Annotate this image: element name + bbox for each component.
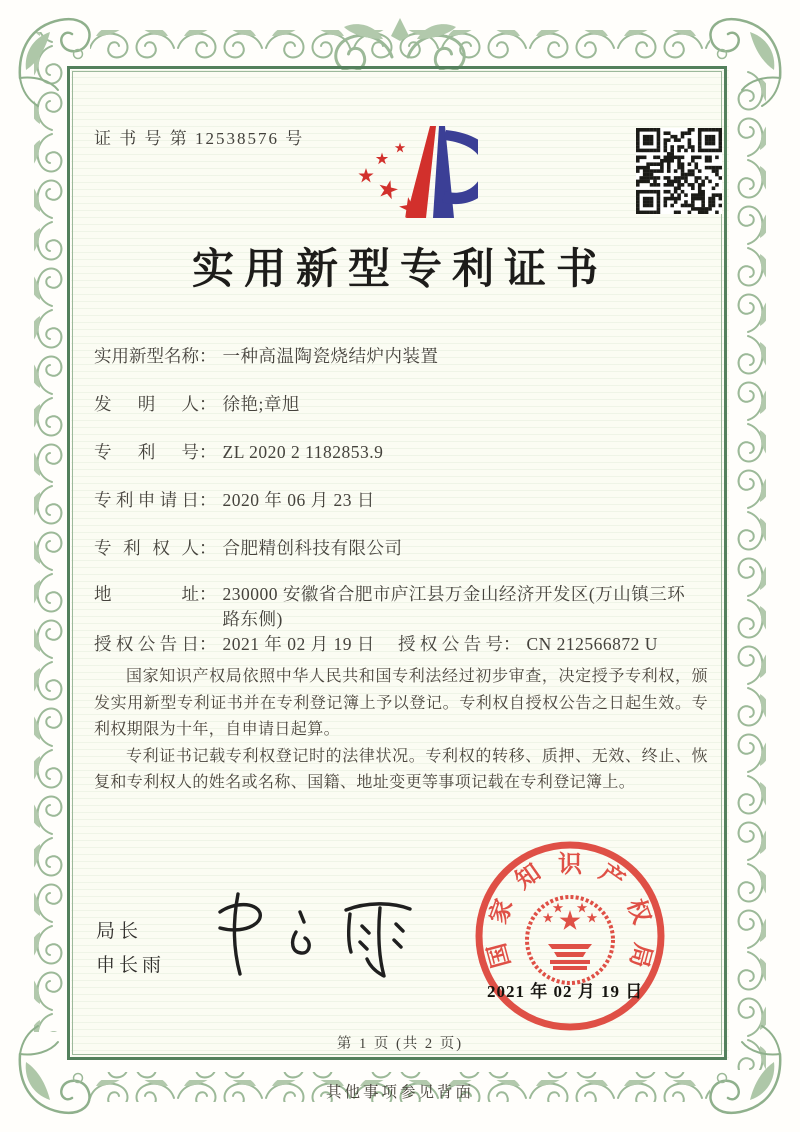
svg-text:国: 国 (484, 940, 516, 971)
legal-paragraph-2: 专利证书记载专利权登记时的法律状况。专利权的转移、质押、无效、终止、恢复和专利权人的姓名或名称、国籍、地址变更等事项记载在专利登记簿上。 (94, 747, 708, 791)
field-label: 地址 (94, 584, 199, 604)
director-signature (200, 878, 440, 988)
field-value: 2020 年 06 月 23 日 (222, 490, 375, 510)
qr-code (636, 128, 722, 214)
field-label: 实用新型名称 (94, 346, 199, 366)
field-row-inventor: 发明人： 徐艳;章旭 (94, 392, 300, 417)
field-label: 专利申请日 (94, 490, 199, 510)
certificate-number: 证 书 号 第 12538576 号 (94, 129, 305, 148)
field-label: 专利权人 (94, 538, 199, 558)
field-row-grant: 授权公告日： 2021 年 02 月 19 日 授权公告号： CN 212566872 U (94, 632, 375, 657)
field-row-filing-date: 专利申请日： 2020 年 06 月 23 日 (94, 488, 375, 513)
field-value: 230000 安徽省合肥市庐江县万金山经济开发区(万山镇三环路东侧) (222, 584, 686, 629)
svg-text:产: 产 (594, 859, 629, 895)
field-value: 徐艳;章旭 (222, 394, 300, 414)
svg-text:权: 权 (621, 895, 655, 928)
field-value: 2021 年 02 月 19 日 (222, 634, 375, 654)
field-row-patentee: 专利权人： 合肥精创科技有限公司 (94, 536, 403, 561)
field-row-name: 实用新型名称： 一种高温陶瓷烧结炉内装置 (94, 344, 439, 369)
seal-date: 2021 年 02 月 19 日 (487, 982, 644, 1001)
field-value: ZL 2020 2 1182853.9 (222, 442, 384, 462)
cnipa-seal (470, 836, 670, 1036)
field-value: 一种高温陶瓷烧结炉内装置 (222, 346, 439, 366)
svg-text:知: 知 (511, 859, 546, 895)
legal-text (94, 664, 708, 797)
page-number: 第 1 页 (共 2 页) (336, 1036, 464, 1052)
director-title: 局长 (96, 921, 143, 942)
field-label: 专利号 (94, 442, 199, 462)
field-row-address: 地址： 230000 安徽省合肥市庐江县万金山经济开发区(万山镇三环路东侧) (94, 582, 701, 632)
certificate-title: 实用新型专利证书 (191, 247, 608, 293)
grant-number-pair: 授权公告号： CN 212566872 U (398, 632, 658, 657)
svg-text:家: 家 (485, 895, 519, 928)
field-value: CN 212566872 U (526, 634, 658, 654)
field-label: 发明人 (94, 394, 199, 414)
back-side-note: 其他事项参见背面 (325, 1084, 474, 1101)
cnipa-logo-icon (336, 114, 478, 228)
national-emblem-icon (527, 897, 613, 983)
field-row-patent-number: 专利号： ZL 2020 2 1182853.9 (94, 440, 383, 465)
svg-text:识: 识 (558, 852, 582, 878)
director-name: 申长雨 (96, 955, 166, 976)
field-label: 授权公告日 (94, 634, 199, 654)
field-value: 合肥精创科技有限公司 (222, 538, 403, 558)
svg-text:局: 局 (624, 940, 656, 971)
legal-paragraph-1: 国家知识产权局依照中华人民共和国专利法经过初步审查，决定授予专利权，颁发实用新型专利证书并在专利登记簿上予以登记。专利权自授权公告之日起生效。专利权期限为十年，自申请日起算。 (94, 668, 708, 738)
field-label: 授权公告号 (398, 634, 503, 654)
